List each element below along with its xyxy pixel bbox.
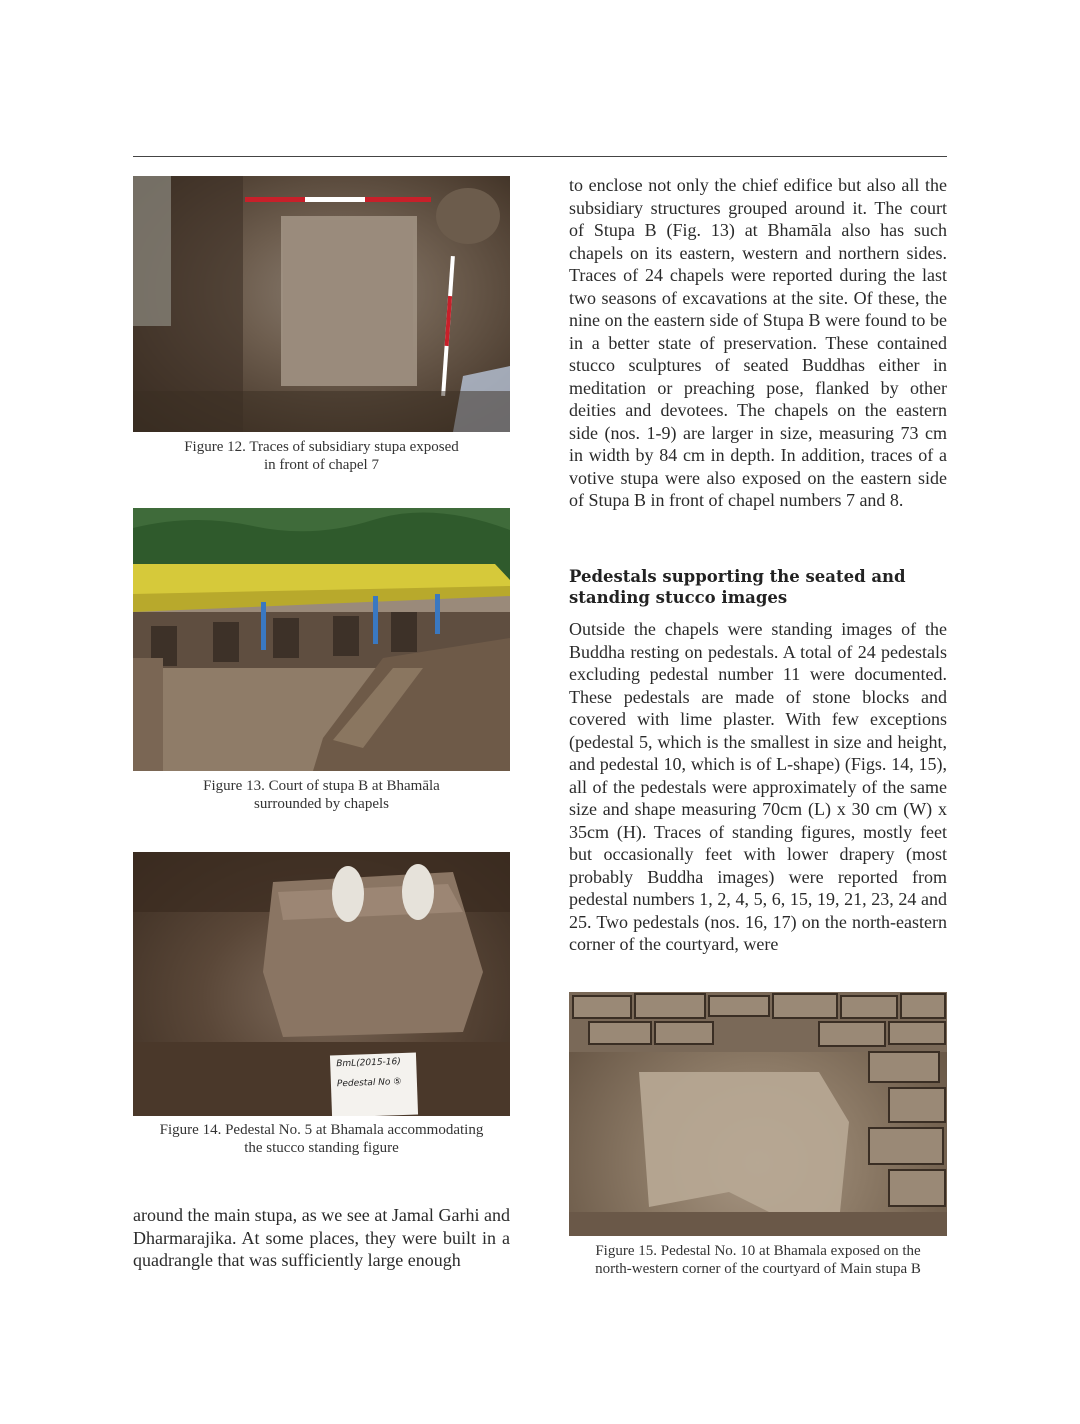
body-text-right-top: to enclose not only the chief edifice but also all the subsidiary structures grouped around it. The court of Stupa B (Fig. 13) at Bhamāla also has such chapels on its eastern, western and northern sides. Traces of 24 chapels were reported during the last two seasons of excavations at the site. Of these, the nine on the eastern side of Stupa B were found to be in a better state of preservation. These contained stucco sculptures of seated Buddhas either in meditation or preaching pose, flanked by other deities and devotees. The chapels on the eastern side (nos. 1-9) are larger in size, measuring 73 cm in width by 84 cm in depth. In addition, traces of a votive stupa were also exposed on the eastern side of Stupa B in front of chapel numbers 7 and 8. [569,175,947,510]
figure-12-illustration [133,176,510,432]
figure-14-illustration [133,852,510,1116]
body-text-left-bottom: around the main stupa, as we see at Jamal Garhi and Dharmarajika. At some places, they were built in a quadrangle that was sufficiently large enough [133,1205,510,1270]
figure-15-illustration [569,992,947,1236]
figure-13-caption [133,777,510,813]
figure-12-caption [133,438,510,474]
figure-14-caption-line-2: the stucco standing figure [244,1140,399,1156]
figure-15-photo [569,992,947,1236]
figure-13-photo [133,508,510,771]
header-rule [133,156,947,157]
figure-15-caption-line-2: north-western corner of the courtyard of Main stupa B [595,1261,921,1277]
figure-14-caption-line-1: Figure 14. Pedestal No. 5 at Bhamala accommodating [159,1122,484,1138]
figure-12-caption-line-2: in front of chapel 7 [264,457,379,473]
figure-12-photo [133,176,510,432]
figure-14-photo [133,852,510,1116]
figure-13-caption-line-1: Figure 13. Court of stupa B at Bhamāla [203,778,440,794]
figure-12-caption-line-1: Figure 12. Traces of subsidiary stupa exposed [184,439,459,455]
section-heading-line-2: standing stucco images [569,588,788,607]
figure-13-illustration [133,508,510,771]
body-text-right-middle: Outside the chapels were standing images of the Buddha resting on pedestals. A total of 24 pedestals excluding pedestal number 11 were documented. These pedestals are made of stone blocks and covered with lime plaster. With few exceptions (pedestal 5, which is the smallest in size and height, and pedestal 10, which is of L-shape) (Figs. 14, 15), all of the pedestals were approximately of the same size and shape measuring 70cm (L) x 30 cm (W) x 35cm (H). Traces of standing figures, mostly feet but occasionally feet with lower drapery (most probably Buddha images) were reported from pedestal numbers 1, 2, 4, 5, 6, 15, 19, 21, 23, 24 and 25. Two pedestals (nos. 16, 17) on the north-eastern corner of the courtyard, were [569,619,947,954]
section-heading-line-1: Pedestals supporting the seated and [569,567,906,586]
figure-14-caption [133,1121,510,1157]
figure-15-caption-line-1: Figure 15. Pedestal No. 10 at Bhamala exposed on the [595,1243,921,1259]
figure-13-caption-line-2: surrounded by chapels [254,796,389,812]
board-text-line-1: BmL(2015-16) [336,1057,401,1070]
section-heading [569,566,947,608]
figure-15-caption [569,1242,947,1278]
pedestal-label-board [330,1053,418,1116]
board-text-line-2: Pedestal No ⑤ [336,1077,402,1090]
